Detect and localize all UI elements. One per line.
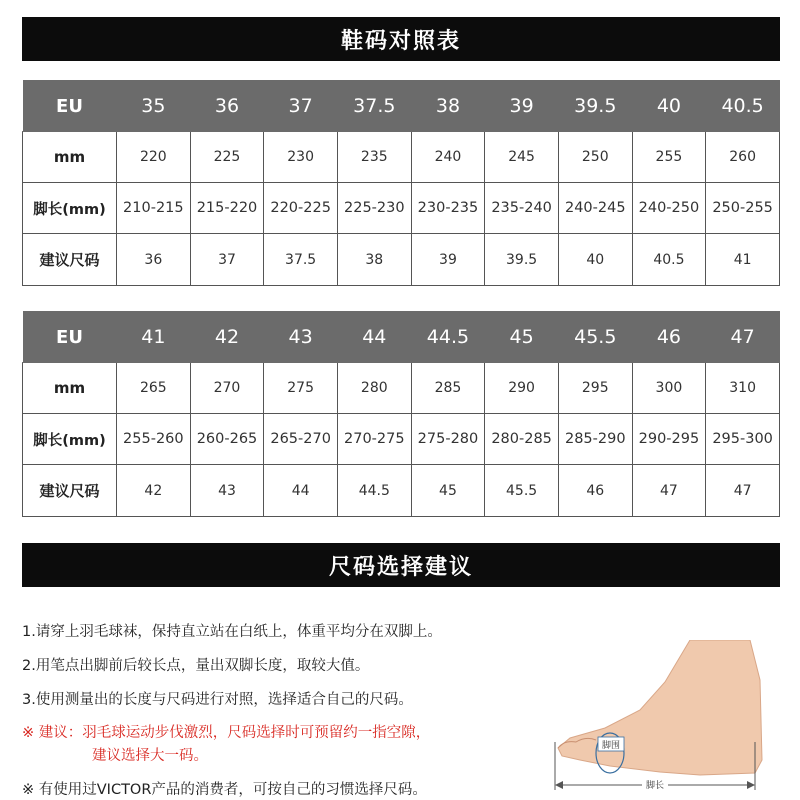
- mm-cell: 275: [264, 363, 338, 414]
- recommended-size-cell: 42: [117, 465, 191, 517]
- mm-row: [23, 132, 780, 183]
- recommended-size-row: [23, 234, 780, 286]
- foot-length-cell: 210-215: [117, 183, 191, 234]
- mm-cell: 260: [706, 132, 780, 183]
- mm-cell: 265: [117, 363, 191, 414]
- eu-cell: 40: [632, 81, 706, 132]
- foot-length-cell: 250-255: [706, 183, 780, 234]
- recommended-size-cell: 41: [706, 234, 780, 286]
- mm-cell: 295: [558, 363, 632, 414]
- mm-cell: 230: [264, 132, 338, 183]
- foot-length-cell: 295-300: [706, 414, 780, 465]
- ball-label: 脚围: [601, 741, 621, 751]
- eu-cell: 37.5: [337, 81, 411, 132]
- eu-cell: 45: [485, 312, 559, 363]
- size-advice-title: 尺码选择建议: [328, 554, 473, 580]
- eu-cell: 41: [117, 312, 191, 363]
- note-warning-continued: 建议选择大一码。: [92, 748, 208, 764]
- foot-length-cell: 225-230: [337, 183, 411, 234]
- eu-cell: 42: [190, 312, 264, 363]
- recommended-size-cell: 36: [117, 234, 191, 286]
- mm-row: [23, 363, 780, 414]
- eu-cell: 36: [190, 81, 264, 132]
- note-victor-users: ※ 有使用过VICTOR产品的消费者，可按自己的习惯选择尺码。: [22, 782, 427, 798]
- mm-cell: 225: [190, 132, 264, 183]
- foot-length-label-cell: 脚长(mm): [23, 414, 117, 465]
- mm-cell: 245: [485, 132, 559, 183]
- foot-length-cell: 275-280: [411, 414, 485, 465]
- foot-length-cell: 240-245: [558, 183, 632, 234]
- note-step-3: 3.使用测量出的长度与尺码进行对照，选择适合自己的尺码。: [22, 692, 413, 708]
- recommended-size-row: [23, 465, 780, 517]
- foot-length-cell: 230-235: [411, 183, 485, 234]
- eu-cell: 37: [264, 81, 338, 132]
- mm-cell: 285: [411, 363, 485, 414]
- recommended-size-cell: 44.5: [337, 465, 411, 517]
- note-step-2: 2.用笔点出脚前后较长点，量出双脚长度，取较大值。: [22, 658, 370, 674]
- recommended-size-cell: 39.5: [485, 234, 559, 286]
- length-arrow-right: [747, 781, 755, 789]
- mm-cell: 250: [558, 132, 632, 183]
- foot-length-row: [23, 414, 780, 465]
- foot-length-cell: 265-270: [264, 414, 338, 465]
- mm-cell: 280: [337, 363, 411, 414]
- length-label: 脚长: [645, 781, 665, 790]
- recommended-size-cell: 39: [411, 234, 485, 286]
- size-chart-title: 鞋码对照表: [340, 28, 461, 54]
- foot-length-cell: 270-275: [337, 414, 411, 465]
- eu-cell: 35: [117, 81, 191, 132]
- foot-measurement-illustration: [550, 640, 780, 790]
- eu-cell: 40.5: [706, 81, 780, 132]
- eu-row: [23, 312, 780, 363]
- recommended-size-label-cell: 建议尺码: [23, 234, 117, 286]
- recommended-size-cell: 37: [190, 234, 264, 286]
- size-table-1: [22, 80, 780, 286]
- note-warning: ※ 建议：羽毛球运动步伐激烈，尺码选择时可预留约一指空隙，: [22, 725, 431, 741]
- foot-length-cell: 290-295: [632, 414, 706, 465]
- size-advice-banner: [22, 543, 780, 587]
- foot-length-cell: 260-265: [190, 414, 264, 465]
- mm-cell: 300: [632, 363, 706, 414]
- eu-cell: 44: [337, 312, 411, 363]
- recommended-size-cell: 45: [411, 465, 485, 517]
- recommended-size-cell: 46: [558, 465, 632, 517]
- recommended-size-cell: 38: [337, 234, 411, 286]
- recommended-size-cell: 47: [706, 465, 780, 517]
- foot-length-cell: 285-290: [558, 414, 632, 465]
- recommended-size-cell: 44: [264, 465, 338, 517]
- size-chart-title-banner: [22, 17, 780, 61]
- recommended-size-label-cell: 建议尺码: [23, 465, 117, 517]
- mm-cell: 255: [632, 132, 706, 183]
- foot-length-cell: 220-225: [264, 183, 338, 234]
- eu-cell: 38: [411, 81, 485, 132]
- eu-cell: 39.5: [558, 81, 632, 132]
- size-table-2: [22, 311, 780, 517]
- foot-length-cell: 240-250: [632, 183, 706, 234]
- foot-length-cell: 280-285: [485, 414, 559, 465]
- recommended-size-cell: 40: [558, 234, 632, 286]
- note-step-1: 1.请穿上羽毛球袜，保持直立站在白纸上，体重平均分在双脚上。: [22, 624, 442, 640]
- eu-cell: 44.5: [411, 312, 485, 363]
- eu-cell: 47: [706, 312, 780, 363]
- length-arrow-left: [555, 781, 563, 789]
- recommended-size-cell: 40.5: [632, 234, 706, 286]
- foot-length-cell: 255-260: [117, 414, 191, 465]
- foot-skin-shape: [558, 640, 762, 775]
- eu-cell: 46: [632, 312, 706, 363]
- mm-cell: 220: [117, 132, 191, 183]
- mm-cell: 310: [706, 363, 780, 414]
- eu-row: [23, 81, 780, 132]
- eu-cell: 45.5: [558, 312, 632, 363]
- mm-cell: 240: [411, 132, 485, 183]
- mm-cell: 235: [337, 132, 411, 183]
- recommended-size-cell: 43: [190, 465, 264, 517]
- eu-cell: 39: [485, 81, 559, 132]
- foot-length-cell: 215-220: [190, 183, 264, 234]
- mm-label-cell: mm: [23, 363, 117, 414]
- foot-length-label-cell: 脚长(mm): [23, 183, 117, 234]
- eu-cell: 43: [264, 312, 338, 363]
- eu-label-cell: EU: [23, 312, 117, 363]
- recommended-size-cell: 45.5: [485, 465, 559, 517]
- mm-cell: 270: [190, 363, 264, 414]
- foot-length-cell: 235-240: [485, 183, 559, 234]
- mm-label-cell: mm: [23, 132, 117, 183]
- recommended-size-cell: 47: [632, 465, 706, 517]
- mm-cell: 290: [485, 363, 559, 414]
- recommended-size-cell: 37.5: [264, 234, 338, 286]
- eu-label-cell: EU: [23, 81, 117, 132]
- foot-length-row: [23, 183, 780, 234]
